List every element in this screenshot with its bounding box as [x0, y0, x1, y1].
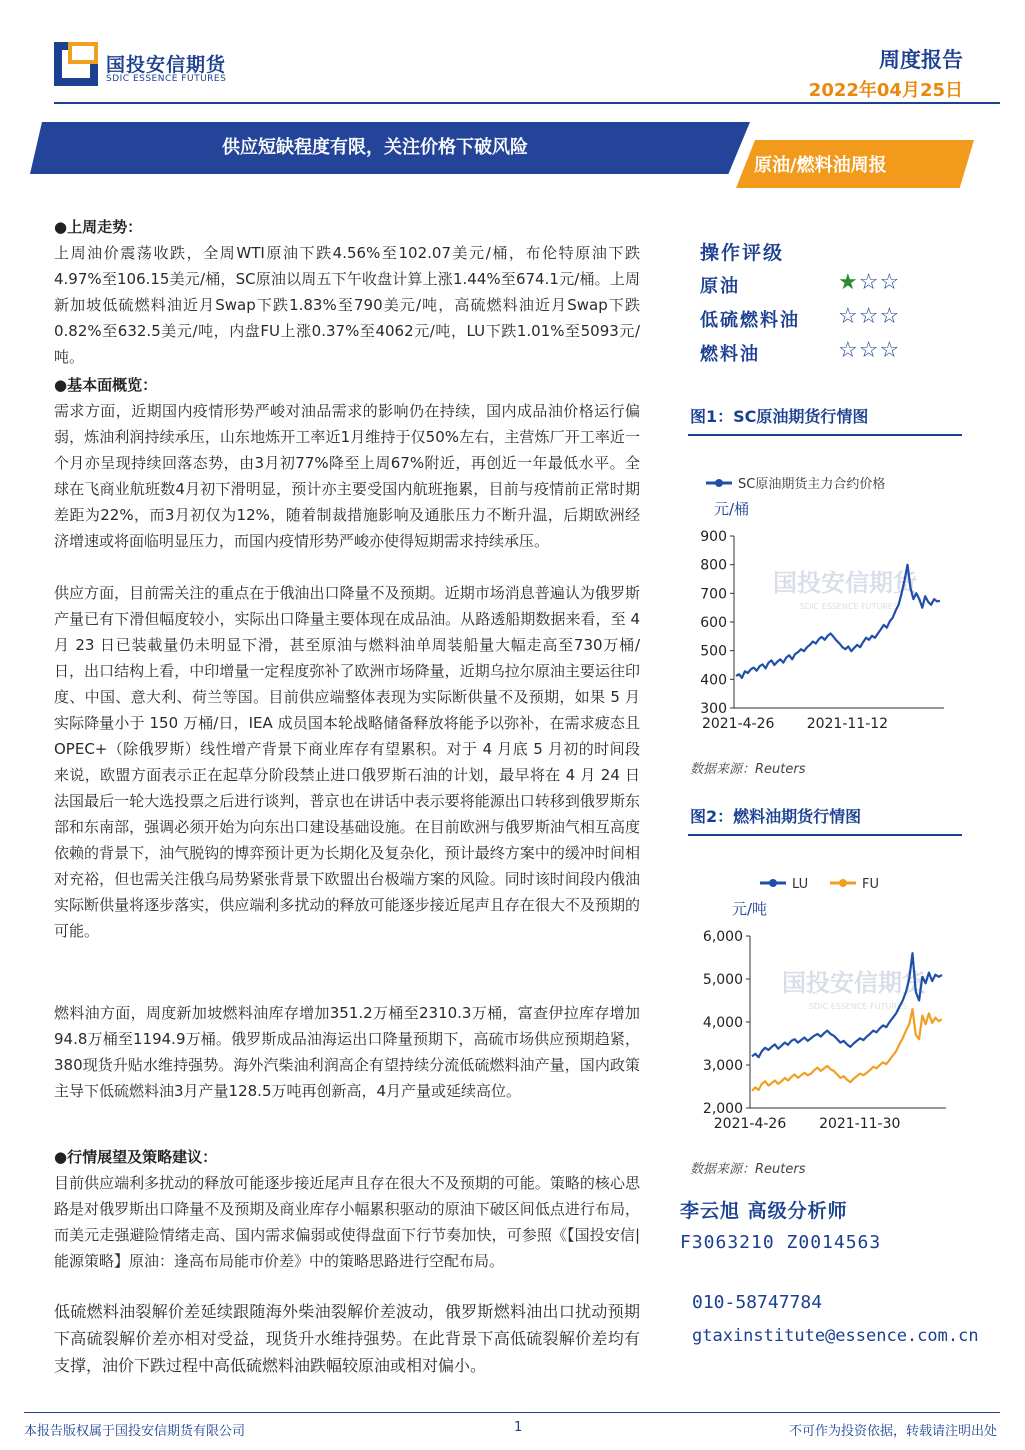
legend-label: SC原油期货主力合约价格: [738, 477, 886, 492]
y-tick-label: 3,000: [702, 1058, 743, 1074]
figure2-divider: [688, 834, 962, 836]
section-title-last-week: ●上周走势：: [54, 218, 143, 236]
y-tick-label: 600: [700, 615, 727, 631]
legend-label: LU: [792, 877, 809, 892]
chart-watermark: 国投安信期货: [773, 569, 917, 598]
company-logo-icon: [54, 42, 98, 86]
section-title-outlook: ●行情展望及策略建议：: [54, 1148, 218, 1166]
legend-marker: [839, 879, 847, 887]
page-number: 1: [514, 1420, 523, 1435]
series-line-FU: [752, 1009, 942, 1091]
rating-label-lsfo: 低硫燃料油: [700, 310, 800, 331]
x-tick-label: 2021-4-26: [713, 1116, 787, 1132]
y-tick-label: 4,000: [702, 1015, 743, 1031]
analyst-name: 李云旭 高级分析师: [680, 1200, 848, 1222]
report-type: 周度报告: [879, 48, 963, 72]
y-tick-label: 2,000: [702, 1101, 743, 1117]
footer-copyright: 本报告版权属于国投安信期货有限公司: [24, 1424, 246, 1439]
sc-crude-chart: [688, 466, 962, 746]
header-divider: [54, 102, 1000, 104]
y-tick-label: 900: [700, 529, 727, 545]
fundamentals-supply: 供应方面，目前需关注的重点在于俄油出口降量不及预期。近期市场消息普遍认为俄罗斯产量已有下滑但幅度较小，实际出口降量主要体现在成品油。从路透船期数据来看，至 4 月 23 日已装載量仍未明显下滑，甚至原油与燃料油单周装船量大幅走高至730万桶/日，出口结构上看，中印增量一定程度弥补了欧洲市场降量，近期乌拉尔原油主要运往印度、中国、意大利、荷兰等国。目前供应端整体表现为实际断供量不及预期，如果 5 月实际降量小于 150 万桶/日，IEA 成员国本轮战略储备释放将能予以弥补，在需求疲态且 OPEC+（除俄罗斯）线性增产背景下商业库存有望累积。对于 4 月底 5 月初的时间段来说，欧盟方面表示正在起草分阶段禁止进口俄罗斯石油的计划，最早将在 4 月 24 日法国最后一轮大选投票之后进行谈判，普京也在讲话中表示要将能源出口转移到俄罗斯东部和东南部，强调必须开始为向东出口建设基础设施。在目前欧洲与俄罗斯油气相互高度依赖的背景下，油气脱钩的博弈预计更为长期化及复杂化，预计最终方案中的缓冲时间相对充裕，但也需关注俄乌局势紧张背景下欧盟出台极端方案的风险。同时该时间段内俄油实际断供量将逐步落实，供应端利多扰动的释放可能逐步接近尾声且存在很大不及预期的可能。: [54, 584, 640, 940]
rating-stars-lsfo: ☆☆☆: [838, 304, 901, 329]
y-axis-unit: 元/桶: [714, 500, 750, 518]
fuel-oil-chart: [688, 866, 962, 1146]
rating-label-crude: 原油: [700, 276, 740, 297]
y-axis-unit: 元/吨: [732, 900, 768, 918]
last-week-text: 上周油价震荡收跌，全周WTI原油下跌4.56%至102.07美元/桶，布伦特原油下跌4.97%至106.15美元/桶，SC原油以周五下午收盘计算上涨1.44%至674.1元/桶。上周新加坡低硫燃料油近月Swap下跌1.83%至790美元/吨，高硫燃料油近月Swap下跌0.82%至632.5美元/吨，内盘FU上涨0.37%至4062元/吨，LU下跌1.01%至5093元/吨。: [54, 244, 640, 366]
y-tick-label: 5,000: [702, 972, 743, 988]
figure1-divider: [688, 434, 962, 436]
outlook-strategy: 目前供应端利多扰动的释放可能逐步接近尾声且存在很大不及预期的可能。策略的核心思路是对俄罗斯出口降量不及预期及商业库存小幅累积驱动的原油下破区间低点进行布局，而美元走强避险情绪走高、国内需求偏弱或使得盘面下行节奏加快，可参照《【国投安信|能源策略】原油：逢高布局能市价差》中的策略思路进行空配布局。: [54, 1174, 640, 1270]
analyst-phone: 010-58747784: [692, 1292, 823, 1313]
analyst-cert: F3063210 Z0014563: [680, 1232, 882, 1253]
fundamentals-fueloil: 燃料油方面，周度新加坡燃料油库存增加351.2万桶至2310.3万桶，富查伊拉库存增加94.8万桶至1194.9万桶。俄罗斯成品油海运出口降量预期下，高硫市场供应预期趋紧，380现货升贴水维持强势。海外汽柴油利润高企有望持续分流低硫燃料油产量，国内政策主导下低硫燃料油3月产量128.5万吨再创新高，4月产量或延续高位。: [54, 1004, 640, 1100]
x-tick-label: 2021-11-30: [819, 1116, 901, 1132]
footer-divider: [24, 1412, 1000, 1413]
rating-title: 操作评级: [700, 242, 785, 264]
chart-watermark: 国投安信期货: [782, 969, 926, 998]
fundamentals-demand: 需求方面，近期国内疫情形势严峻对油品需求的影响仍在持续，国内成品油价格运行偏弱，炼油利润持续承压，山东地炼开工率近1月维持于仅50%左右，主营炼厂开工率近一个月亦呈现持续回落态势，由3月初77%降至上周67%附近，再创近一年最低水平。全球在飞商业航班数4月初下滑明显，预计亦主要受国内航班拖累，目前与疫情前正常时期差距为22%，而3月初仅为12%，随着制裁措施影响及通胀压力不断升温，后期欧洲经济增速或将面临明显压力，而国内疫情形势严峻亦使得短期需求持续承压。: [54, 402, 640, 550]
legend-label: FU: [862, 877, 879, 892]
figure2-source: 数据来源：Reuters: [690, 1162, 806, 1177]
company-name-en: SDIC ESSENCE FUTURES: [106, 74, 227, 84]
legend-marker: [715, 479, 723, 487]
legend-marker: [769, 879, 777, 887]
outlook-fueloil: 低硫燃料油裂解价差延续跟随海外柴油裂解价差波动，俄罗斯燃料油出口扰动预期下高硫裂解价差亦相对受益，现货升水维持强势。在此背景下高低硫裂解价差均有支撑，油价下跌过程中高低硫燃料油跌幅较原油或相对偏小。: [54, 1302, 640, 1375]
rating-label-fueloil: 燃料油: [700, 344, 760, 365]
chart-watermark-en: SDIC ESSENCE FUTURES: [799, 602, 899, 612]
rating-stars-fueloil: ☆☆☆: [838, 338, 901, 363]
footer-disclaimer: 不可作为投资依据，转载请注明出处: [788, 1424, 997, 1439]
y-tick-label: 300: [700, 701, 727, 717]
rating-stars-crude: [838, 270, 900, 295]
chart-watermark-en: SDIC ESSENCE FUTURES: [808, 1002, 908, 1012]
x-tick-label: 2021-4-26: [701, 716, 775, 732]
report-category: 原油/燃料油周报: [754, 155, 887, 176]
y-tick-label: 800: [700, 557, 727, 574]
y-tick-label: 500: [700, 643, 727, 660]
figure1-title: 图1：SC原油期货行情图: [690, 407, 869, 426]
analyst-email[interactable]: gtaxinstitute@essence.com.cn: [692, 1326, 979, 1346]
section-title-fundamentals: ●基本面概览：: [54, 376, 158, 394]
company-name-cn: 国投安信期货: [106, 54, 227, 76]
y-tick-label: 6,000: [702, 929, 743, 945]
star-empty-icon: ☆: [858, 270, 880, 295]
star-filled-icon: ★: [838, 270, 859, 295]
y-tick-label: 700: [700, 586, 727, 603]
report-title: 供应短缺程度有限，关注价格下破风险: [222, 137, 528, 158]
report-date: 2022年04月25日: [808, 80, 963, 101]
y-tick-label: 400: [700, 672, 727, 689]
star-empty-icon: ☆: [879, 270, 901, 295]
x-tick-label: 2021-11-12: [806, 716, 889, 732]
figure1-source: 数据来源：Reuters: [690, 762, 806, 777]
figure2-title: 图2：燃料油期货行情图: [690, 807, 862, 826]
